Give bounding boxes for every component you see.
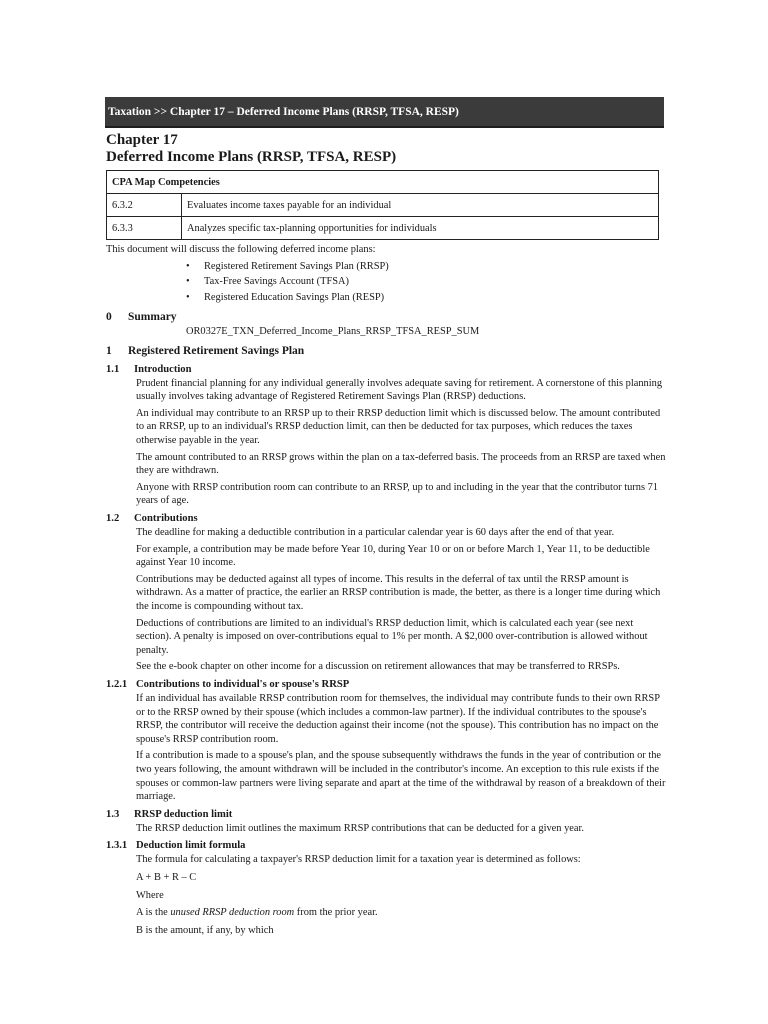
competency-text: Evaluates income taxes payable for an individual: [182, 194, 659, 217]
plans-list: [106, 259, 666, 306]
definition-term: unused RRSP deduction room: [170, 907, 295, 919]
paragraph: The RRSP deduction limit outlines the maximum RRSP contributions that can be deducted for a given year.: [136, 822, 584, 834]
section-number: 1.2: [106, 513, 120, 525]
definition-b: B is the amount, if any, by which: [136, 924, 274, 936]
definition-a: [136, 906, 666, 920]
intro-text: This document will discuss the following deferred income plans:: [106, 244, 376, 255]
section-number: 1.3.1: [106, 840, 128, 852]
competency-code: 6.3.3: [107, 217, 182, 240]
where-label: Where: [136, 889, 164, 901]
formula: A + B + R – C: [136, 871, 197, 883]
chapter-number: Chapter 17: [106, 132, 178, 148]
table-row: [107, 217, 659, 240]
subsection-heading: [106, 362, 666, 377]
subsection-heading: [106, 838, 666, 853]
definition-text: from the prior year.: [294, 907, 378, 919]
subsection-heading: [106, 807, 666, 822]
bullet-icon: •: [186, 260, 190, 272]
paragraph: Prudent financial planning for any individual generally involves adequate saving for retirement. A cornerstone of this planning usually involves taking advantage of Registered Retirement Savings Plan (RRSP) deductions.: [136, 377, 663, 403]
table-row: [107, 194, 659, 217]
section-title: RRSP deduction limit: [134, 808, 233, 820]
subsection-heading: [106, 511, 666, 526]
list-item: [106, 259, 666, 275]
table-row: [107, 171, 659, 194]
summary-reference: OR0327E_TXN_Deferred_Income_Plans_RRSP_TFSA_RESP_SUM: [186, 326, 480, 338]
section-title: Contributions to individual's or spouse's RRSP: [136, 678, 350, 690]
section-heading: [106, 309, 666, 325]
list-item: [106, 290, 666, 306]
list-item-text: Registered Education Savings Plan (RESP): [204, 291, 385, 303]
section-number: 1.1: [106, 363, 120, 375]
competencies-header: CPA Map Competencies: [107, 171, 659, 194]
paragraph: The formula for calculating a taxpayer's RRSP deduction limit for a taxation year is determined as follows:: [136, 854, 581, 866]
competency-code: 6.3.2: [107, 194, 182, 217]
paragraph: Deductions of contributions are limited to an individual's RRSP deduction limit, which is calculated each year (see next section). A penalty is imposed on over-contributions equal to 1% per month. A $2,000 over-contribution is allowed without penalty.: [136, 617, 648, 656]
paragraph: Anyone with RRSP contribution room can contribute to an RRSP, up to and including in the year that the contributor turns 71 years of age.: [136, 481, 658, 507]
subsection-heading: [106, 677, 666, 692]
section-number: 1.3: [106, 808, 120, 820]
definition-text: A is the: [136, 907, 171, 919]
section-title: Introduction: [134, 363, 192, 375]
list-item-text: Tax-Free Savings Account (TFSA): [204, 276, 350, 288]
document-content: [106, 132, 666, 937]
section-title: Contributions: [134, 513, 198, 525]
paragraph: An individual may contribute to an RRSP up to their RRSP deduction limit which is discussed below. The amount contributed to an RRSP, up to an individual's RRSP deduction limit, can then be deducted for tax purposes, which reduces the taxes otherwise payable in the year.: [136, 407, 661, 447]
bullet-icon: •: [186, 291, 190, 303]
paragraph: See the e-book chapter on other income for a discussion on retirement allowances that may be transferred to RRSPs.: [136, 661, 620, 673]
section-heading: [106, 343, 666, 359]
section-number: 0: [106, 311, 112, 324]
paragraph: For example, a contribution may be made before Year 10, during Year 10 or on or before March 1, Year 11, to be deductible against Year 10 income.: [136, 543, 650, 569]
section-title: Deduction limit formula: [136, 840, 246, 852]
bullet-icon: •: [186, 276, 190, 288]
chapter-title: Deferred Income Plans (RRSP, TFSA, RESP): [106, 149, 397, 165]
section-title: Registered Retirement Savings Plan: [128, 344, 305, 357]
competencies-table: [106, 170, 659, 240]
paragraph: Contributions may be deducted against all types of income. This results in the deferral of tax until the RRSP amount is withdrawn. As a matter of practice, the earlier an RRSP contribution is made, the better, as there is a longer time during which the income is compounding without tax.: [136, 573, 661, 612]
paragraph: The deadline for making a deductible contribution in a particular calendar year is 60 days after the end of that year.: [136, 527, 615, 539]
paragraph: The amount contributed to an RRSP grows within the plan on a tax-deferred basis. The proceeds from an RRSP are taxed when they are withdrawn.: [136, 451, 666, 477]
list-item-text: Registered Retirement Savings Plan (RRSP): [204, 260, 389, 272]
competency-text: Analyzes specific tax-planning opportunities for individuals: [182, 217, 659, 240]
section-number: 1.2.1: [106, 678, 128, 690]
breadcrumb-banner: Taxation >> Chapter 17 – Deferred Income Plans (RRSP, TFSA, RESP): [105, 97, 664, 128]
paragraph: If an individual has available RRSP contribution room for themselves, the individual may contribute funds to their own RRSP or to the RRSP owned by their spouse (which includes a common-law partner). If the individual contributes to the spouse's RRSP, the contributor will receive the deduction against their income (not the spouse). This contribution has no impact on the spouse's RRSP contribution room.: [136, 692, 660, 745]
section-number: 1: [106, 344, 112, 357]
list-item: [106, 274, 666, 290]
paragraph: If a contribution is made to a spouse's plan, and the spouse subsequently withdraws the funds in the year of contribution or the two years following, the amount withdrawn will be included in the contributor's income. An exception to this rule exists if the spouses or common-law partners were living separate and apart at the time of the withdrawal by reason of a breakdown of their marriage.: [136, 750, 666, 803]
section-title: Summary: [128, 311, 177, 324]
